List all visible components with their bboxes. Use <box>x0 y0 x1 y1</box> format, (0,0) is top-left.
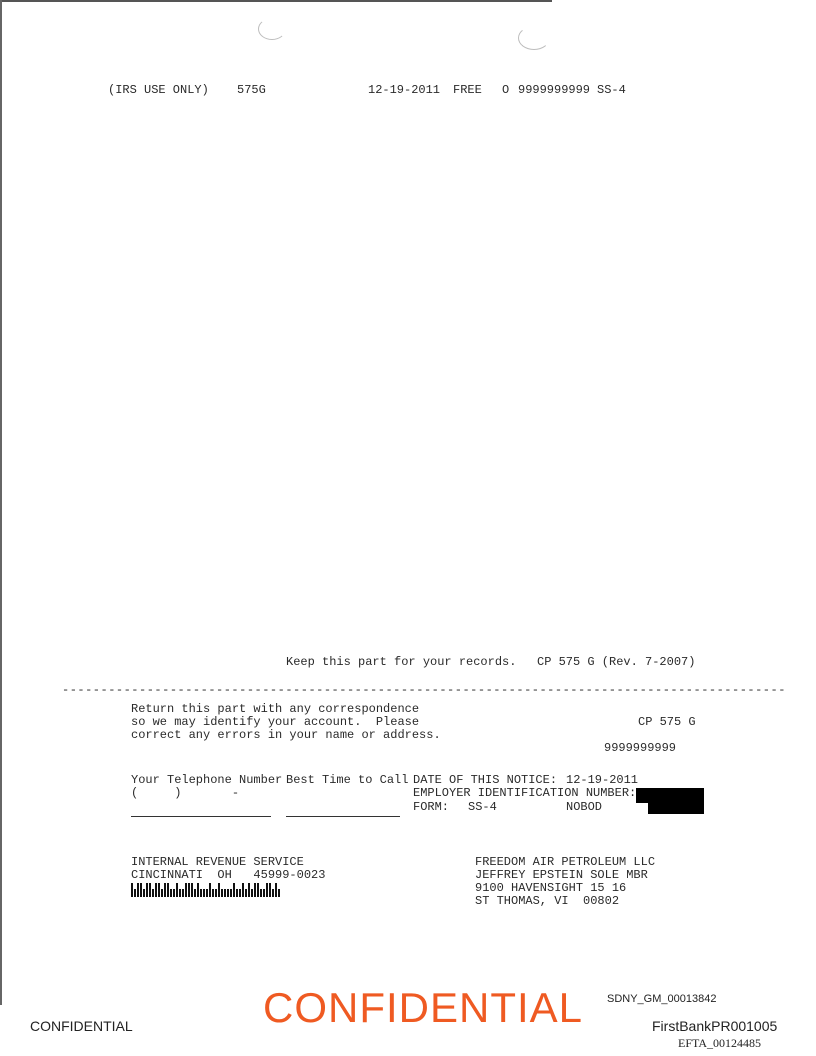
return-instruction-line1: Return this part with any correspondence <box>131 702 420 716</box>
nobod-redaction <box>648 801 704 814</box>
barcode-bar <box>266 883 268 897</box>
telephone-label: Your Telephone Number <box>131 773 283 787</box>
confidential-stamp: CONFIDENTIAL <box>263 984 584 1031</box>
barcode-bar <box>260 889 262 897</box>
notice-date-value: 12-19-2011 <box>566 773 639 787</box>
scan-smudge <box>518 26 550 50</box>
barcode-bar <box>248 883 250 897</box>
form-revision: CP 575 G (Rev. 7-2007) <box>537 655 696 669</box>
barcode-bar <box>239 889 241 897</box>
irs-use-only-label: (IRS USE ONLY) <box>108 83 209 97</box>
barcode-bar <box>224 889 226 897</box>
irs-address-line2: CINCINNATI OH 45999-0023 <box>131 868 326 882</box>
barcode-bar <box>194 889 196 897</box>
barcode-bar <box>257 883 259 897</box>
barcode-bar <box>182 889 184 897</box>
barcode-bar <box>167 883 169 897</box>
barcode-bar <box>170 889 172 897</box>
scan-edge-left <box>0 0 2 1005</box>
barcode-bar <box>269 883 271 897</box>
barcode-bar <box>218 883 220 897</box>
barcode-bar <box>197 883 199 897</box>
barcode-bar <box>254 883 256 897</box>
form-label: FORM: <box>413 800 450 814</box>
barcode-bar <box>134 889 136 897</box>
header-free: FREE <box>453 83 482 97</box>
barcode-bar <box>215 889 217 897</box>
efta-bates-id: EFTA_00124485 <box>678 1036 762 1050</box>
return-number: 9999999999 <box>604 741 677 755</box>
return-instruction-line2: so we may identify your account. Please <box>131 715 420 729</box>
barcode-bar <box>164 883 166 897</box>
barcode-bar <box>173 889 175 897</box>
recipient-line3: 9100 HAVENSIGHT 15 16 <box>475 881 627 895</box>
barcode-bar <box>275 883 277 897</box>
return-form-code: CP 575 G <box>638 715 696 729</box>
irs-address-line1: INTERNAL REVENUE SERVICE <box>131 855 304 869</box>
barcode-bar <box>212 889 214 897</box>
return-instruction-line3: correct any errors in your name or address. <box>131 728 441 742</box>
barcode-bar <box>179 889 181 897</box>
barcode-bar <box>140 883 142 897</box>
barcode-bar <box>161 889 163 897</box>
barcode-bar <box>185 883 187 897</box>
barcode-bar <box>155 883 157 897</box>
scan-smudge <box>258 18 286 40</box>
barcode-bar <box>206 889 208 897</box>
barcode-bar <box>137 883 139 897</box>
barcode-bar <box>158 883 160 897</box>
barcode-bar <box>200 889 202 897</box>
sdny-bates-id: SDNY_GM_00013842 <box>607 993 717 1005</box>
barcode-bar <box>188 883 190 897</box>
header-number: 9999999999 <box>518 83 591 97</box>
notice-date-label: DATE OF THIS NOTICE: <box>413 773 558 787</box>
header-date: 12-19-2011 <box>368 83 441 97</box>
barcode-bar <box>203 889 205 897</box>
barcode-bar <box>176 883 178 897</box>
ein-label: EMPLOYER IDENTIFICATION NUMBER: <box>413 786 637 800</box>
notice-code: 575G <box>237 83 266 97</box>
recipient-line2: JEFFREY EPSTEIN SOLE MBR <box>475 868 648 882</box>
header-form: SS-4 <box>597 83 626 97</box>
keep-part-text: Keep this part for your records. <box>286 655 517 669</box>
form-value: SS-4 <box>468 800 497 814</box>
barcode-bar <box>233 883 235 897</box>
bank-bates-id: FirstBankPR001005 <box>652 1018 778 1034</box>
barcode-bar <box>263 889 265 897</box>
barcode-bar <box>236 889 238 897</box>
tear-line-divider: ---------------------------------------------------------------------------------------------- <box>62 683 786 697</box>
barcode-bar <box>131 883 133 897</box>
barcode-bar <box>143 889 145 897</box>
scan-edge-top <box>0 0 552 2</box>
telephone-underline <box>131 816 271 817</box>
barcode-bar <box>146 883 148 897</box>
barcode-bar <box>221 889 223 897</box>
nobod-label: NOBOD <box>566 800 603 814</box>
barcode-bar <box>251 889 253 897</box>
barcode-bar <box>245 889 247 897</box>
barcode-bar <box>191 883 193 897</box>
recipient-line4: ST THOMAS, VI 00802 <box>475 894 620 908</box>
telephone-field[interactable]: ( ) - <box>131 786 240 800</box>
best-time-underline[interactable] <box>286 816 400 817</box>
barcode-bar <box>272 889 274 897</box>
header-letter: O <box>502 83 510 97</box>
barcode-bar <box>230 889 232 897</box>
barcode-bar <box>278 889 280 897</box>
barcode-bar <box>152 889 154 897</box>
barcode-bar <box>242 883 244 897</box>
barcode-bar <box>149 883 151 897</box>
postal-barcode <box>131 883 280 897</box>
best-time-label: Best Time to Call <box>286 773 409 787</box>
barcode-bar <box>227 889 229 897</box>
barcode-bar <box>209 883 211 897</box>
recipient-line1: FREEDOM AIR PETROLEUM LLC <box>475 855 656 869</box>
confidential-left-label: CONFIDENTIAL <box>30 1018 133 1034</box>
